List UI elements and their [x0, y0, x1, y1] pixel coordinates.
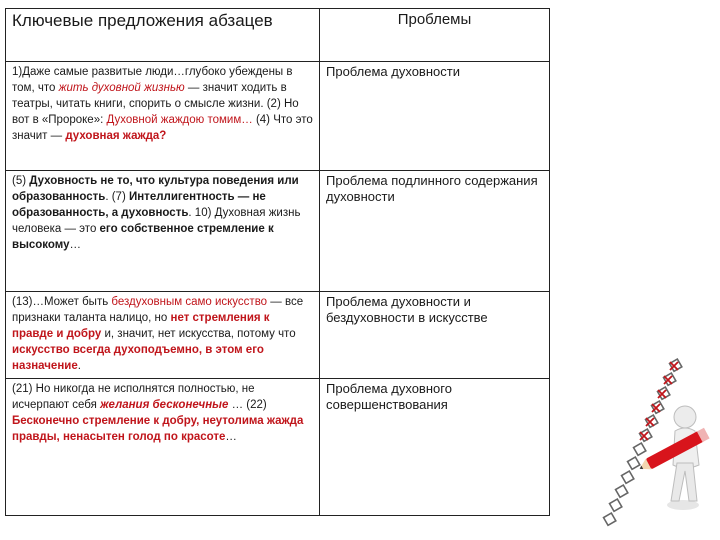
sentence-fragment: бездуховным само искусство: [111, 296, 268, 308]
sentence-fragment: жить духовной жизнью: [58, 82, 185, 94]
sentence-cell: [6, 62, 320, 171]
key-sentences-table: [5, 8, 550, 516]
sentence-cell: [6, 379, 320, 516]
table-row: [6, 171, 550, 292]
sentence-fragment: . 10) Духовная жизнь человека — это: [12, 207, 301, 235]
sentence-fragment: и, значит, нет искусства, потому что: [101, 328, 296, 340]
sentence-fragment: — значит ходить в театры, читать книги, спорить о смысле жизни. (2) Но вот в «Пророке»:: [12, 82, 299, 126]
sentence-fragment: искусство всегда духоподъемно, в этом его назначение: [12, 344, 264, 372]
sentence-fragment: (4) Что это значит —: [12, 114, 313, 142]
sentence-fragment: духовная жажда?: [65, 130, 167, 142]
sentence-fragment: его собственное стремление к высокому: [12, 223, 274, 251]
sentence-fragment: (21) Но никогда не исполнятся полностью, не исчерпают себя: [12, 383, 255, 411]
sentence-fragment: (13)…Может быть: [12, 296, 112, 308]
sentence-fragment: (5): [12, 175, 30, 187]
header-key-sentences: Ключевые предложения абзацев: [6, 9, 320, 62]
sentence-fragment: Духовной жаждою томим…: [106, 114, 253, 126]
sentence-fragment: Интеллигентность — не образованность, а духовность: [12, 191, 266, 219]
sentence-fragment: …: [69, 239, 82, 251]
header-problems: Проблемы: [320, 9, 550, 62]
sentence-fragment: . (7): [105, 191, 129, 203]
sentence-fragment: Духовность не то, что культура поведения или образованность: [12, 175, 299, 203]
table-row: [6, 379, 550, 516]
sentence-fragment: желания бесконечные: [100, 399, 229, 411]
problem-cell: Проблема духовного совершенствования: [320, 379, 550, 516]
sentence-fragment: 1)Даже самые развитые люди…глубоко убеждены в том, что: [12, 66, 293, 94]
sentence-fragment: … (22): [228, 399, 267, 411]
sentence-fragment: — все признаки таланта налицо, но: [12, 296, 304, 324]
sentence-fragment: нет стремления к правде и добру: [12, 312, 270, 340]
checklist-figure-with-pencil-icon: [585, 355, 715, 535]
sentence-cell: [6, 292, 320, 379]
table-row: [6, 292, 550, 379]
problem-cell: Проблема духовности и бездуховности в искусстве: [320, 292, 550, 379]
sentence-fragment: Бесконечно стремление к добру, неутолима жажда правды, ненасытен голод по красоте: [12, 415, 304, 443]
sentence-fragment: .: [77, 360, 81, 372]
sentence-fragment: …: [225, 431, 237, 443]
problem-cell: Проблема подлинного содержания духовности: [320, 171, 550, 292]
table-header-row: [6, 9, 550, 62]
sentence-cell: [6, 171, 320, 292]
table-row: [6, 62, 550, 171]
problem-cell: Проблема духовности: [320, 62, 550, 171]
